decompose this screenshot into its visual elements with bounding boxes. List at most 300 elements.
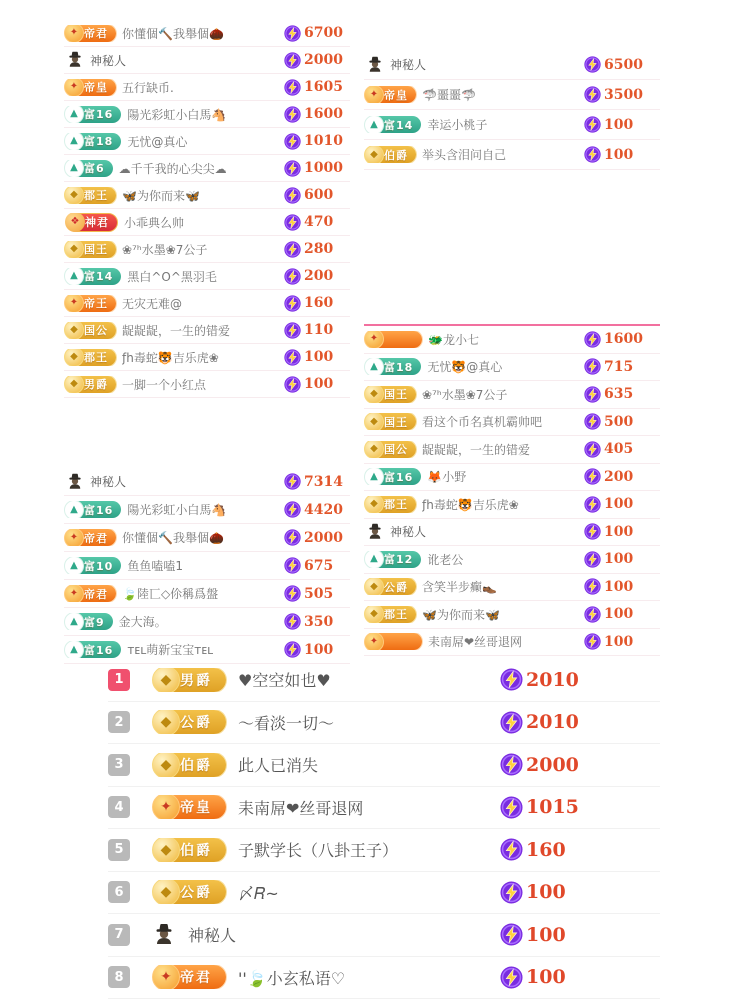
coin-amount: 675 [304,557,334,574]
user-level-badge [368,551,421,568]
badge-label: 富6 [84,162,105,175]
coin-amount: 2010 [526,668,579,691]
username: 陽光彩虹小白馬🐴 [127,503,227,517]
username: 五行缺币. [122,80,174,95]
username: 龊龊龊，一生的错爱 [122,323,231,338]
coin-amount: 100 [604,146,634,163]
noble-crest-icon: ◆ [64,376,84,393]
list-item[interactable] [364,546,660,574]
lightning-coin-icon [284,79,301,96]
coin-amount: 1605 [304,79,343,95]
noble-crest-icon: ◆ [152,880,180,904]
imperial-crest-icon: ✦ [152,965,180,989]
row-user-info [64,213,284,232]
badge-label: 国公 [384,443,408,457]
noble-crest-icon: ◆ [152,753,180,777]
lightning-coin-icon [500,923,523,946]
badge-label: 公爵 [384,580,408,594]
noble-crest-icon: ◆ [152,838,180,862]
badge-label: 男爵 [180,672,212,689]
coin-value [584,551,660,568]
badge-label: 公爵 [180,885,212,902]
lightning-coin-icon [500,838,523,861]
username: ☁千千我的心尖尖☁ [118,161,227,176]
user-level-badge [68,213,118,232]
lightning-coin-icon [584,358,601,375]
list-item[interactable] [108,659,660,702]
row-user-info [150,880,500,904]
coin-value [584,413,660,430]
row-user-info [364,358,584,375]
username: 神秘人 [390,58,427,72]
list-item[interactable] [108,744,660,787]
row-user-info [364,146,584,163]
row-user-info [150,795,500,819]
user-level-badge [368,413,416,430]
user-level-badge [68,79,116,96]
list-item[interactable] [64,128,350,155]
wealth-level-icon: ▲ [64,106,84,123]
list-item[interactable] [64,182,350,209]
coin-value [284,79,350,96]
lightning-coin-icon [284,376,301,393]
noble-crest-icon: ◆ [64,187,84,204]
noble-crest-icon: ◆ [364,606,384,623]
badge-label: 国王 [384,388,408,402]
list-item[interactable] [108,872,660,915]
badge-label: 伯爵 [384,148,408,162]
lightning-coin-icon [584,441,601,458]
coin-value [284,349,350,366]
list-item[interactable] [64,155,350,182]
list-item[interactable] [64,580,350,608]
coin-value [500,753,660,776]
row-user-info [64,160,284,177]
coin-amount: 2000 [304,529,343,546]
user-level-badge [68,585,116,602]
coin-amount: 1010 [304,133,343,149]
list-item[interactable] [364,601,660,629]
coin-value [584,523,660,540]
row-user-info [150,753,500,777]
wealth-level-icon: ▲ [64,501,84,518]
lightning-coin-icon [584,468,601,485]
contribution-rank-list [108,659,660,999]
username: 耒南屌❤丝哥退网 [238,798,364,818]
row-user-info [64,187,284,204]
coin-amount: 715 [604,358,634,375]
wealth-level-icon: ▲ [64,268,84,285]
username: ƒh毒蛇🐯吉乐虎❀ [422,497,519,512]
list-item[interactable] [64,47,350,74]
row-user-info [64,268,284,285]
badge-label: 男爵 [84,378,108,391]
rank-number: 5 [108,839,130,861]
list-item[interactable] [364,354,660,382]
mystery-person-icon [66,473,84,491]
username: 🦋为你而来🦋 [422,607,500,622]
lightning-coin-icon [500,753,523,776]
list-item[interactable] [364,464,660,492]
coin-amount: 100 [604,523,634,540]
coin-value [284,160,350,177]
user-level-badge [368,496,416,513]
lightning-coin-icon [284,529,301,546]
badge-label: 公爵 [180,715,212,732]
list-item[interactable] [364,519,660,547]
user-level-badge [368,468,421,485]
row-user-info [150,668,500,692]
username: 鱼鱼嗑嗑1 [127,559,183,573]
lightning-coin-icon [500,668,523,691]
username: ƒh毒蛇🐯吉乐虎❀ [122,350,219,365]
list-item[interactable] [364,436,660,464]
coin-amount: 505 [304,585,334,602]
coin-value [284,241,350,258]
user-level-badge [68,529,116,546]
lightning-coin-icon [284,214,301,231]
list-item[interactable] [64,344,350,371]
coin-value [584,86,660,103]
lightning-coin-icon [584,523,601,540]
badge-label: 帝君 [84,587,108,601]
list-item[interactable] [64,20,350,47]
imperial-crest-icon: ✦ [364,86,384,103]
coin-amount: 100 [304,641,334,658]
list-item[interactable] [364,381,660,409]
list-item[interactable] [64,236,350,263]
list-item[interactable] [64,468,350,496]
coin-value [284,25,350,42]
coin-amount: 470 [304,214,334,230]
row-user-info [150,965,500,989]
row-user-info [64,79,284,96]
list-item[interactable] [364,140,660,170]
list-item[interactable] [64,74,350,101]
list-item[interactable] [364,50,660,80]
wealth-level-icon: ▲ [364,358,384,375]
list-item[interactable] [364,80,660,110]
coin-value [584,441,660,458]
coin-amount: 4420 [304,501,343,518]
coin-amount: 100 [304,349,334,365]
username: 你懂個🔨我舉個🌰 [122,26,224,41]
coin-amount: 2000 [304,52,343,68]
coin-amount: 280 [304,241,334,257]
badge-label: 帝君 [180,970,212,987]
row-user-info [364,633,584,650]
noble-crest-icon: ◆ [152,710,180,734]
lightning-coin-icon [284,501,301,518]
list-item[interactable] [108,787,660,830]
rank-number: 6 [108,881,130,903]
coin-amount: 100 [604,633,634,650]
lightning-coin-icon [584,496,601,513]
badge-label: 富16 [84,643,114,657]
badge-label: 帝王 [84,297,108,310]
imperial-crest-icon: ✦ [364,331,384,348]
coin-amount: 100 [526,923,566,946]
coin-value [584,358,660,375]
row-user-info [64,322,284,339]
badge-label: 郡王 [384,608,408,622]
user-level-badge [158,753,226,777]
coin-value [284,52,350,69]
lightning-coin-icon [584,386,601,403]
row-user-info [364,496,584,513]
user-level-badge [68,133,121,150]
coin-amount: 350 [304,613,334,630]
lightning-coin-icon [584,633,601,650]
mystery-person-icon [66,51,84,69]
wealth-level-icon: ▲ [64,641,84,658]
username: 耒南屌❤丝哥退网 [428,635,523,650]
username: 🦋为你而来🦋 [122,188,200,203]
lightning-coin-icon [584,578,601,595]
list-item[interactable] [108,957,660,1000]
user-level-badge [68,349,116,366]
noble-crest-icon: ◆ [364,578,384,595]
username: 此人已消失 [238,756,319,776]
coin-value [584,56,660,73]
coin-amount: 200 [604,468,634,485]
imperial-crest-icon: ✦ [64,529,84,546]
badge-label: 伯爵 [180,842,212,859]
badge-label: 帝皇 [384,88,408,102]
list-item[interactable] [64,290,350,317]
coin-amount: 6500 [604,56,643,73]
username: 小乖典么帅 [124,215,185,230]
list-item[interactable] [64,209,350,236]
rank-number: 8 [108,966,130,988]
row-user-info [64,376,284,393]
username: 神秘人 [90,475,127,489]
lightning-coin-icon [284,52,301,69]
badge-label: 伯爵 [180,757,212,774]
username: ᴛᴇʟ萌新宝宝ᴛᴇʟ [127,643,214,657]
list-item[interactable] [64,608,350,636]
username: ～看淡一切～ [238,713,335,733]
noble-crest-icon: ◆ [364,386,384,403]
user-level-badge [368,578,416,595]
username: 举头含泪问自己 [422,148,507,162]
badge-label: 帝君 [84,27,108,40]
list-item[interactable] [64,496,350,524]
coin-value [500,923,660,946]
row-user-info [150,838,500,862]
username: 看这个币名真机霸帅吧 [422,415,543,430]
wealth-level-icon: ▲ [64,133,84,150]
row-user-info [150,923,500,947]
coin-amount: 1600 [304,106,343,122]
user-level-badge [158,668,226,692]
username: 无灾无难@ [122,296,183,311]
username: 陽光彩虹小白馬🐴 [127,107,227,122]
username: 讹老公 [427,552,464,567]
username: 金大海。 [118,615,167,629]
lightning-coin-icon [284,268,301,285]
lightning-coin-icon [584,331,601,348]
badge-label: 富9 [84,615,105,629]
imperial-crest-icon: ✦ [152,795,180,819]
row-user-info [64,25,284,42]
rank-list-bottom-left [64,468,350,664]
noble-crest-icon: ◆ [64,349,84,366]
user-level-badge [368,116,421,133]
mystery-person-icon [366,523,384,541]
row-user-info [364,468,584,485]
list-item[interactable] [64,101,350,128]
badge-label: 富14 [84,270,114,283]
wealth-level-icon: ▲ [364,551,384,568]
noble-crest-icon: ◆ [364,146,384,163]
username: 神秘人 [390,525,427,540]
row-user-info [364,116,584,133]
coin-value [584,633,660,650]
row-user-info [364,331,584,348]
coin-amount: 6700 [304,25,343,41]
coin-amount: 100 [604,116,634,133]
coin-amount: 100 [604,551,634,568]
lightning-coin-icon [584,551,601,568]
user-level-badge [68,501,121,518]
lightning-coin-icon [284,25,301,42]
username: 含笑半步癫👞 [422,580,497,595]
coin-amount: 2010 [526,711,579,734]
row-user-info [64,133,284,150]
wealth-level-icon: ▲ [64,613,84,630]
user-level-badge [368,331,422,348]
lightning-coin-icon [284,613,301,630]
badge-label: 帝皇 [180,800,212,817]
noble-crest-icon: ◆ [152,668,180,692]
list-item[interactable] [108,914,660,957]
list-item[interactable] [364,409,660,437]
row-user-info [364,413,584,430]
coin-amount: 110 [304,322,334,338]
row-user-info [64,557,284,574]
list-item[interactable] [364,491,660,519]
row-user-info [64,349,284,366]
list-item[interactable] [64,524,350,552]
coin-value [284,529,350,546]
deity-crest-icon: ❖ [65,213,85,232]
user-level-badge [368,606,416,623]
list-item[interactable] [108,829,660,872]
user-level-badge [68,25,116,42]
coin-value [584,496,660,513]
mystery-person-icon [366,56,384,74]
badge-label: 富16 [384,470,414,484]
coin-amount: 1000 [304,160,343,176]
coin-amount: 635 [604,386,634,403]
lightning-coin-icon [584,606,601,623]
username: 一脚一个小红点 [122,377,207,392]
lightning-coin-icon [284,241,301,258]
username: 无忧🐯@真心 [427,360,503,375]
coin-value [584,468,660,485]
badge-label: 郡王 [384,498,408,512]
coin-value [284,585,350,602]
imperial-crest-icon: ✦ [64,295,84,312]
list-item[interactable] [64,317,350,344]
row-user-info [64,641,284,658]
lightning-coin-icon [584,56,601,73]
noble-crest-icon: ◆ [364,441,384,458]
lightning-coin-icon [284,349,301,366]
list-item[interactable] [64,552,350,580]
row-user-info [364,578,584,595]
coin-value [584,331,660,348]
wealth-level-icon: ▲ [364,116,384,133]
coin-value [500,711,660,734]
imperial-crest-icon: ✦ [64,79,84,96]
lightning-coin-icon [584,86,601,103]
lightning-coin-icon [500,796,523,819]
user-level-badge [368,441,416,458]
badge-label: 富16 [84,108,114,121]
lightning-coin-icon [500,711,523,734]
user-level-badge [68,613,113,630]
row-user-info [364,606,584,623]
coin-amount: 1015 [526,796,579,819]
username: 黑白^O^黑羽毛 [127,269,217,284]
coin-value [584,116,660,133]
rank-list-top-right [364,50,660,170]
coin-value [284,376,350,393]
lightning-coin-icon [500,881,523,904]
coin-value [284,641,350,658]
noble-crest-icon: ◆ [364,413,384,430]
user-level-badge [368,146,416,163]
user-level-badge [158,838,226,862]
coin-amount: 200 [304,268,334,284]
list-item[interactable] [364,326,660,354]
user-level-badge [68,268,121,285]
coin-amount: 7314 [304,473,343,490]
row-user-info [64,295,284,312]
list-item[interactable] [364,110,660,140]
coin-amount: 100 [604,578,634,595]
imperial-crest-icon: ✦ [64,25,84,42]
user-level-badge [68,106,121,123]
row-user-info [64,106,284,123]
lightning-coin-icon [500,966,523,989]
coin-amount: 100 [526,881,566,904]
user-level-badge [68,160,113,177]
rank-number: 7 [108,924,130,946]
lightning-coin-icon [284,160,301,177]
coin-value [500,838,660,861]
coin-amount: 100 [304,376,334,392]
list-item[interactable] [364,574,660,602]
rank-number: 2 [108,711,130,733]
coin-value [584,386,660,403]
list-item[interactable] [64,371,350,398]
imperial-crest-icon: ✦ [64,585,84,602]
rank-list-mid-right [364,324,660,656]
badge-label: 郡王 [84,189,108,202]
coin-value [500,796,660,819]
coin-value [500,966,660,989]
lightning-coin-icon [284,187,301,204]
list-item[interactable] [364,629,660,657]
list-item[interactable] [108,702,660,745]
lightning-coin-icon [584,116,601,133]
list-item[interactable] [64,263,350,290]
coin-value [500,668,660,691]
user-level-badge [158,710,226,734]
